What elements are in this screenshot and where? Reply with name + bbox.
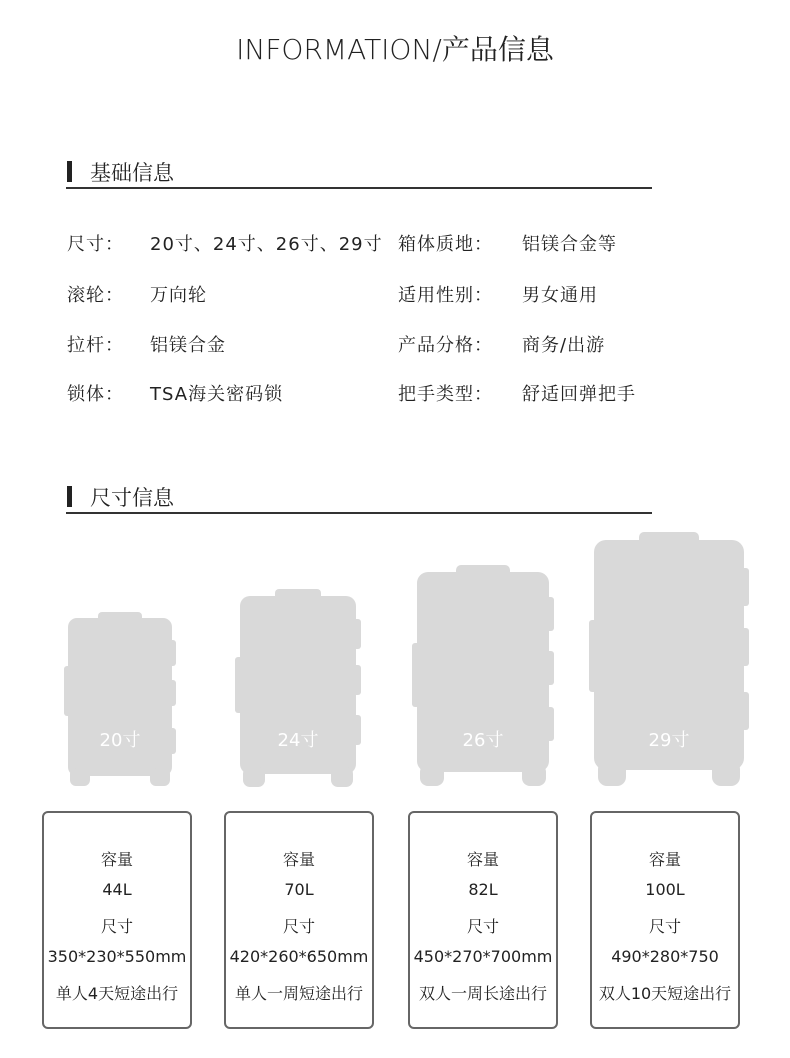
capacity-label: 容量 bbox=[100, 850, 133, 869]
luggage-26-illustration bbox=[412, 563, 554, 788]
size-card-24 bbox=[224, 811, 374, 1029]
spec-value: 商务/出游 bbox=[522, 335, 606, 356]
capacity-value: 100L bbox=[645, 880, 685, 899]
spec-row-category bbox=[398, 331, 698, 361]
spec-row-size bbox=[67, 230, 387, 260]
luggage-size-label: 24寸 bbox=[277, 730, 319, 751]
size-card-29 bbox=[590, 811, 740, 1029]
spec-row-wheel bbox=[67, 281, 387, 311]
luggage-20-illustration bbox=[64, 610, 176, 788]
page-title: INFORMATION/产品信息 bbox=[236, 33, 554, 66]
spec-key: 尺寸： bbox=[67, 234, 124, 255]
dimension-label: 尺寸 bbox=[466, 917, 499, 936]
section-header-basic bbox=[66, 153, 652, 189]
dimension-label: 尺寸 bbox=[282, 917, 315, 936]
section-header-size bbox=[66, 478, 652, 514]
suitcase-icon bbox=[412, 563, 554, 788]
spec-key: 锁体： bbox=[67, 384, 124, 405]
spec-key: 滚轮： bbox=[67, 285, 124, 306]
spec-row-material bbox=[398, 230, 698, 260]
capacity-label: 容量 bbox=[282, 850, 315, 869]
capacity-value: 82L bbox=[468, 880, 498, 899]
spec-key: 产品分格： bbox=[398, 335, 493, 356]
luggage-24-illustration bbox=[235, 587, 361, 788]
spec-row-handle-rod bbox=[67, 331, 387, 361]
usage-text: 双人10天短途出行 bbox=[598, 984, 732, 1003]
luggage-29-illustration bbox=[589, 530, 749, 788]
section-marker bbox=[67, 486, 72, 507]
luggage-size-label: 20寸 bbox=[99, 730, 141, 751]
size-card-20 bbox=[42, 811, 192, 1029]
section-title-size: 尺寸信息 bbox=[90, 486, 174, 510]
spec-key: 拉杆： bbox=[67, 335, 124, 356]
spec-row-grip bbox=[398, 380, 698, 410]
capacity-label: 容量 bbox=[466, 850, 499, 869]
dimension-value: 420*260*650mm bbox=[229, 947, 369, 966]
suitcase-icon bbox=[235, 587, 361, 788]
suitcase-icon bbox=[64, 610, 176, 788]
spec-value: 20寸、24寸、26寸、29寸 bbox=[150, 234, 383, 255]
size-card-26 bbox=[408, 811, 558, 1029]
dimension-label: 尺寸 bbox=[648, 917, 681, 936]
usage-text: 单人4天短途出行 bbox=[55, 984, 179, 1003]
dimension-value: 350*230*550mm bbox=[47, 947, 187, 966]
section-title-basic: 基础信息 bbox=[90, 161, 174, 185]
spec-key: 适用性别： bbox=[398, 285, 493, 306]
dimension-value: 490*280*750 bbox=[611, 947, 719, 966]
spec-row-gender bbox=[398, 281, 698, 311]
capacity-label: 容量 bbox=[648, 850, 681, 869]
spec-value: 铝镁合金等 bbox=[522, 234, 617, 255]
spec-value: 万向轮 bbox=[150, 285, 207, 306]
spec-value: TSA海关密码锁 bbox=[150, 384, 284, 405]
spec-value: 舒适回弹把手 bbox=[522, 384, 636, 405]
luggage-size-label: 26寸 bbox=[462, 730, 504, 751]
luggage-size-label: 29寸 bbox=[648, 730, 690, 751]
spec-key: 箱体质地： bbox=[398, 234, 493, 255]
dimension-value: 450*270*700mm bbox=[413, 947, 553, 966]
spec-row-lock bbox=[67, 380, 387, 410]
usage-text: 单人一周短途出行 bbox=[234, 984, 363, 1003]
spec-value: 男女通用 bbox=[522, 285, 598, 306]
capacity-value: 44L bbox=[102, 880, 132, 899]
section-marker bbox=[67, 161, 72, 182]
dimension-label: 尺寸 bbox=[100, 917, 133, 936]
spec-value: 铝镁合金 bbox=[150, 335, 226, 356]
capacity-value: 70L bbox=[284, 880, 314, 899]
spec-key: 把手类型： bbox=[398, 384, 493, 405]
usage-text: 双人一周长途出行 bbox=[418, 984, 547, 1003]
